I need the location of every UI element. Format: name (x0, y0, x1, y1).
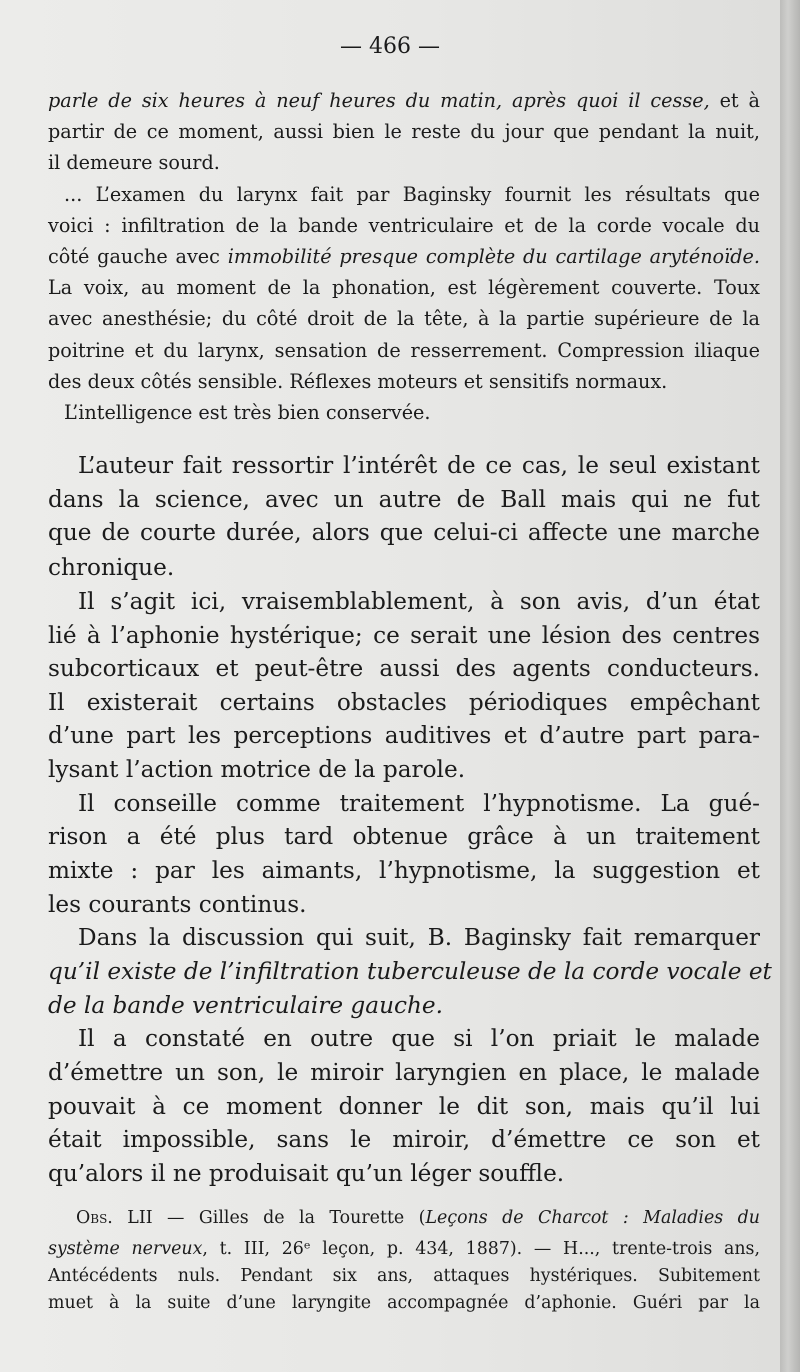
text-line (78, 792, 760, 815)
italic-text-segment: système nerveux (48, 1239, 203, 1259)
text-line (48, 1268, 760, 1285)
text-line (48, 1241, 760, 1258)
text-line (48, 247, 760, 266)
text-segment: qu’alors il ne produisait qu’un léger souffle. (48, 1160, 565, 1187)
text-line (48, 1061, 760, 1084)
text-line (64, 185, 760, 204)
text-line (78, 454, 760, 477)
text-segment: d’émettre un son, le miroir laryngien en place, le malade (48, 1059, 760, 1086)
text-line (48, 488, 760, 511)
text-segment: mixte : par les aimants, l’hypnotisme, la suggestion et (48, 857, 760, 884)
text-line (48, 309, 760, 328)
text-line (48, 372, 760, 391)
text-segment: Antécédents nuls. Pendant six ans, attaques hystériques. Subitement (48, 1266, 760, 1286)
text-segment: La voix, au moment de la phonation, est légèrement couverte. Toux (48, 276, 760, 299)
text-line (76, 1210, 760, 1227)
page-binding-gutter (780, 0, 800, 1372)
text-segment: était impossible, sans le miroir, d’émettre ce son et (48, 1126, 760, 1153)
text-segment: chronique. (48, 554, 175, 581)
text-line (48, 624, 760, 647)
text-segment: Il existerait certains obstacles périodiques empêchant (48, 689, 760, 716)
text-segment: Il conseille comme traitement l’hypnotisme. La gué- (78, 790, 760, 817)
text-segment: il demeure sourd. (48, 151, 220, 174)
text-segment: L’intelligence est très bien conservée. (64, 401, 431, 424)
text-line (48, 122, 760, 141)
text-line (78, 1027, 760, 1050)
text-line (78, 926, 760, 949)
italic-text-segment: qu’il existe de l’infiltration tuberculeuse de la corde vocale et (48, 958, 772, 985)
text-line (48, 521, 760, 544)
text-segment: lié à l’aphonie hystérique; ce serait une lésion des centres (48, 622, 760, 649)
text-segment: les courants continus. (48, 891, 307, 918)
text-line (48, 994, 760, 1017)
text-line (48, 724, 760, 747)
italic-text-segment: Leçons de Charcot : Maladies du (425, 1208, 760, 1228)
text-segment: Il a constaté en outre que si l’on priait le malade (78, 1025, 760, 1052)
text-line (48, 1295, 760, 1312)
text-line (48, 1128, 760, 1151)
text-line (48, 91, 760, 110)
text-segment: ... L’examen du larynx fait par Baginsky fournit les résultats que (64, 183, 760, 206)
text-line (48, 691, 760, 714)
text-segment: poitrine et du larynx, sensation de resserrement. Compression iliaque (48, 339, 760, 362)
text-line (48, 1095, 760, 1118)
page-number: — 466 — (340, 34, 440, 59)
text-segment: des deux côtés sensible. Réflexes moteurs et sensitifs normaux. (48, 370, 668, 393)
text-segment: muet à la suite d’une laryngite accompagnée d’aphonie. Guéri par la (48, 1293, 760, 1313)
text-line (48, 758, 760, 781)
text-segment: subcorticaux et peut-être aussi des agents conducteurs. (48, 655, 760, 682)
text-line (48, 153, 760, 172)
italic-text-segment: parle de six heures à neuf heures du matin, après quoi il cesse, (48, 89, 710, 112)
text-line (48, 958, 772, 985)
italic-text-segment: de la bande ventriculaire gauche. (48, 992, 444, 1019)
text-line (78, 590, 760, 613)
text-line (48, 859, 760, 882)
text-line (48, 825, 760, 848)
text-segment: Il s’agit ici, vraisemblablement, à son avis, d’un état (78, 588, 760, 615)
text-segment: avec anesthésie; du côté droit de la tête, à la partie supérieure de la (48, 307, 760, 330)
text-segment: partir de ce moment, aussi bien le reste du jour que pendant la nuit, (48, 120, 760, 143)
text-line (48, 216, 760, 235)
small-caps-text-segment: Obs. LII (76, 1208, 153, 1228)
text-segment: pouvait à ce moment donner le dit son, mais qu’il lui (48, 1093, 760, 1120)
text-segment: côté gauche avec (48, 245, 228, 268)
text-line (48, 278, 760, 297)
italic-text-segment: immobilité presque complète du cartilage aryténoïde. (227, 245, 760, 268)
text-segment: Dans la discussion qui suit, B. Baginsky fait remarquer (78, 924, 760, 951)
text-segment: dans la science, avec un autre de Ball mais qui ne fut (48, 486, 760, 513)
text-segment: L’auteur fait ressortir l’intérêt de ce cas, le seul existant (78, 452, 760, 479)
text-segment: rison a été plus tard obtenue grâce à un traitement (48, 823, 760, 850)
text-segment: voici : infiltration de la bande ventriculaire et de la corde vocale du (48, 214, 760, 237)
text-line (48, 893, 760, 916)
text-segment: que de courte durée, alors que celui-ci affecte une marche (48, 519, 760, 546)
text-line (64, 403, 760, 422)
text-line (48, 657, 760, 680)
text-segment: lysant l’action motrice de la parole. (48, 756, 466, 783)
text-line (48, 1162, 760, 1185)
text-line (48, 341, 760, 360)
text-segment: d’une part les perceptions auditives et d’autre part para- (48, 722, 760, 749)
text-segment: — Gilles de la Tourette ( (152, 1208, 426, 1228)
text-segment: , t. III, 26ᵉ leçon, p. 434, 1887). — H..., trente-trois ans, (202, 1239, 760, 1259)
text-line (48, 556, 760, 579)
text-segment: et à (709, 89, 760, 112)
